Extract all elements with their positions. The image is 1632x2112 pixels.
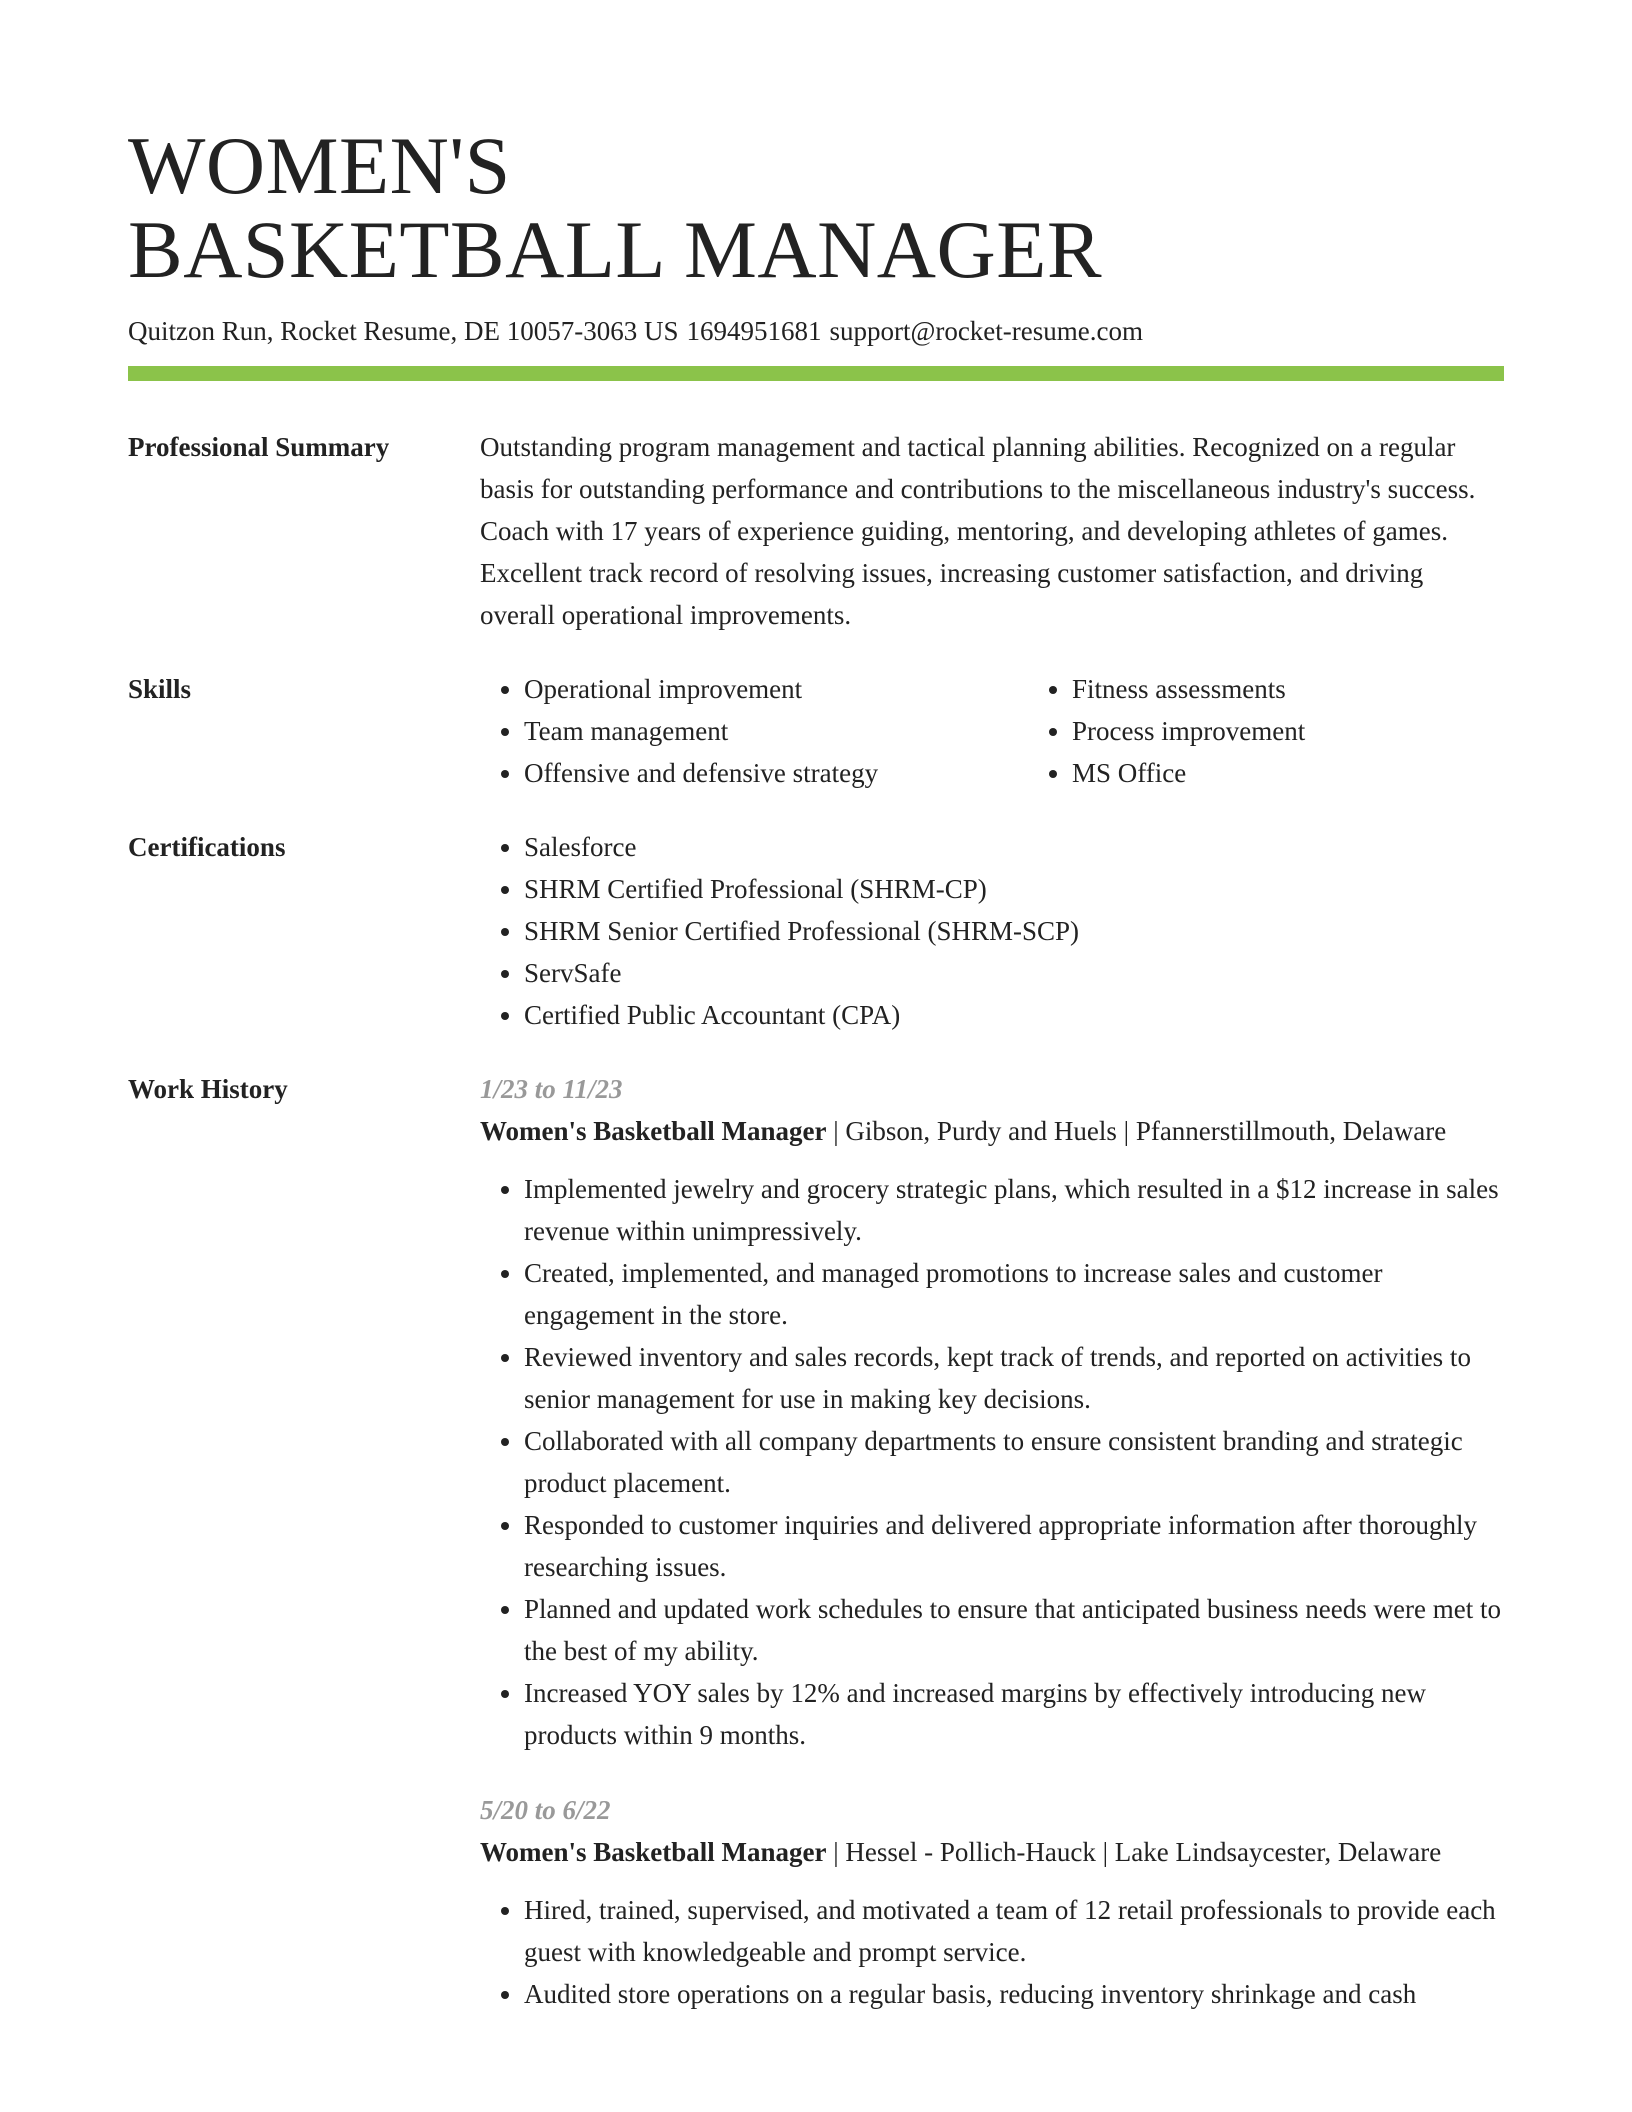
list-item: • SHRM Senior Certified Professional (SHRM-SCP)	[524, 910, 1504, 952]
section-label-work-history: Work History	[128, 1074, 288, 1104]
list-item: • Created, implemented, and managed promotions to increase sales and customer engagement in the store.	[524, 1252, 1504, 1336]
skills-list-col1	[480, 668, 1028, 794]
summary-text: Outstanding program management and tactical planning abilities. Recognized on a regular basis for outstanding performance and contributions to the miscellaneous industry's success. Coach with 17 years of experience guiding, mentoring, and developing athletes of games. Excellent track record of resolving issues, increasing customer satisfaction, and driving overall operational improvements.	[480, 432, 1476, 630]
section-label-skills: Skills	[128, 674, 192, 704]
job-heading	[480, 1110, 1504, 1152]
list-item: • Planned and updated work schedules to ensure that anticipated business needs were met to the best of my ability.	[524, 1588, 1504, 1672]
name-line-2: BASKETBALL MANAGER	[128, 204, 1103, 295]
skills-list-col2	[1028, 668, 1576, 794]
certifications-section	[128, 826, 1504, 1036]
name-line-1: WOMEN'S	[128, 120, 511, 211]
list-item: • Hired, trained, supervised, and motivated a team of 12 retail professionals to provide each guest with knowledgeable and prompt service.	[524, 1889, 1504, 1973]
job-bullets	[480, 1168, 1504, 1756]
certifications-body	[480, 826, 1504, 1036]
contact-phone: 1694951681	[686, 316, 822, 346]
job-bullets	[480, 1889, 1504, 2015]
certifications-list	[480, 826, 1504, 1036]
resume-page	[128, 120, 1504, 2015]
list-item: • SHRM Certified Professional (SHRM-CP)	[524, 868, 1504, 910]
list-item: • Certified Public Accountant (CPA)	[524, 994, 1504, 1036]
section-label-summary: Professional Summary	[128, 432, 390, 462]
list-item: • Implemented jewelry and grocery strategic plans, which resulted in a $12 increase in sales revenue within unimpressively.	[524, 1168, 1504, 1252]
skills-columns	[480, 668, 1576, 794]
candidate-name	[128, 120, 1504, 295]
list-item: • Reviewed inventory and sales records, kept track of trends, and reported on activities to senior management for use in making key decisions.	[524, 1336, 1504, 1420]
list-item: • Salesforce	[524, 826, 1504, 868]
skills-section	[128, 668, 1504, 794]
section-label-certifications: Certifications	[128, 832, 286, 862]
list-item: • Operational improvement	[524, 668, 1028, 710]
job-entry	[480, 1789, 1504, 2015]
list-item: • Fitness assessments	[1072, 668, 1576, 710]
list-item: • MS Office	[1072, 752, 1576, 794]
job-details: | Gibson, Purdy and Huels | Pfannerstillmouth, Delaware	[826, 1116, 1447, 1146]
job-dates: 5/20 to 6/22	[480, 1795, 611, 1825]
job-dates: 1/23 to 11/23	[480, 1074, 623, 1104]
list-item: • Increased YOY sales by 12% and increased margins by effectively introducing new products within 9 months.	[524, 1672, 1504, 1756]
job-entry	[480, 1068, 1504, 1756]
summary-section	[128, 426, 1504, 636]
list-item: • Process improvement	[1072, 710, 1576, 752]
job-heading	[480, 1831, 1504, 1873]
contact-email[interactable]: support@rocket-resume.com	[829, 316, 1143, 346]
list-item: • ServSafe	[524, 952, 1504, 994]
work-history-section	[128, 1068, 1504, 2015]
job-title: Women's Basketball Manager	[480, 1837, 827, 1867]
job-title: Women's Basketball Manager	[480, 1116, 827, 1146]
list-item: • Responded to customer inquiries and delivered appropriate information after thoroughly researching issues.	[524, 1504, 1504, 1588]
contact-address: Quitzon Run, Rocket Resume, DE 10057-3063 US	[128, 316, 679, 346]
work-history-body	[480, 1068, 1504, 2015]
accent-divider	[128, 366, 1504, 381]
contact-line	[128, 314, 1504, 348]
list-item: • Audited store operations on a regular basis, reducing inventory shrinkage and cash	[524, 1973, 1504, 2015]
list-item: • Team management	[524, 710, 1028, 752]
job-details: | Hessel - Pollich-Hauck | Lake Lindsaycester, Delaware	[826, 1837, 1442, 1867]
list-item: • Collaborated with all company departments to ensure consistent branding and strategic product placement.	[524, 1420, 1504, 1504]
list-item: • Offensive and defensive strategy	[524, 752, 1028, 794]
